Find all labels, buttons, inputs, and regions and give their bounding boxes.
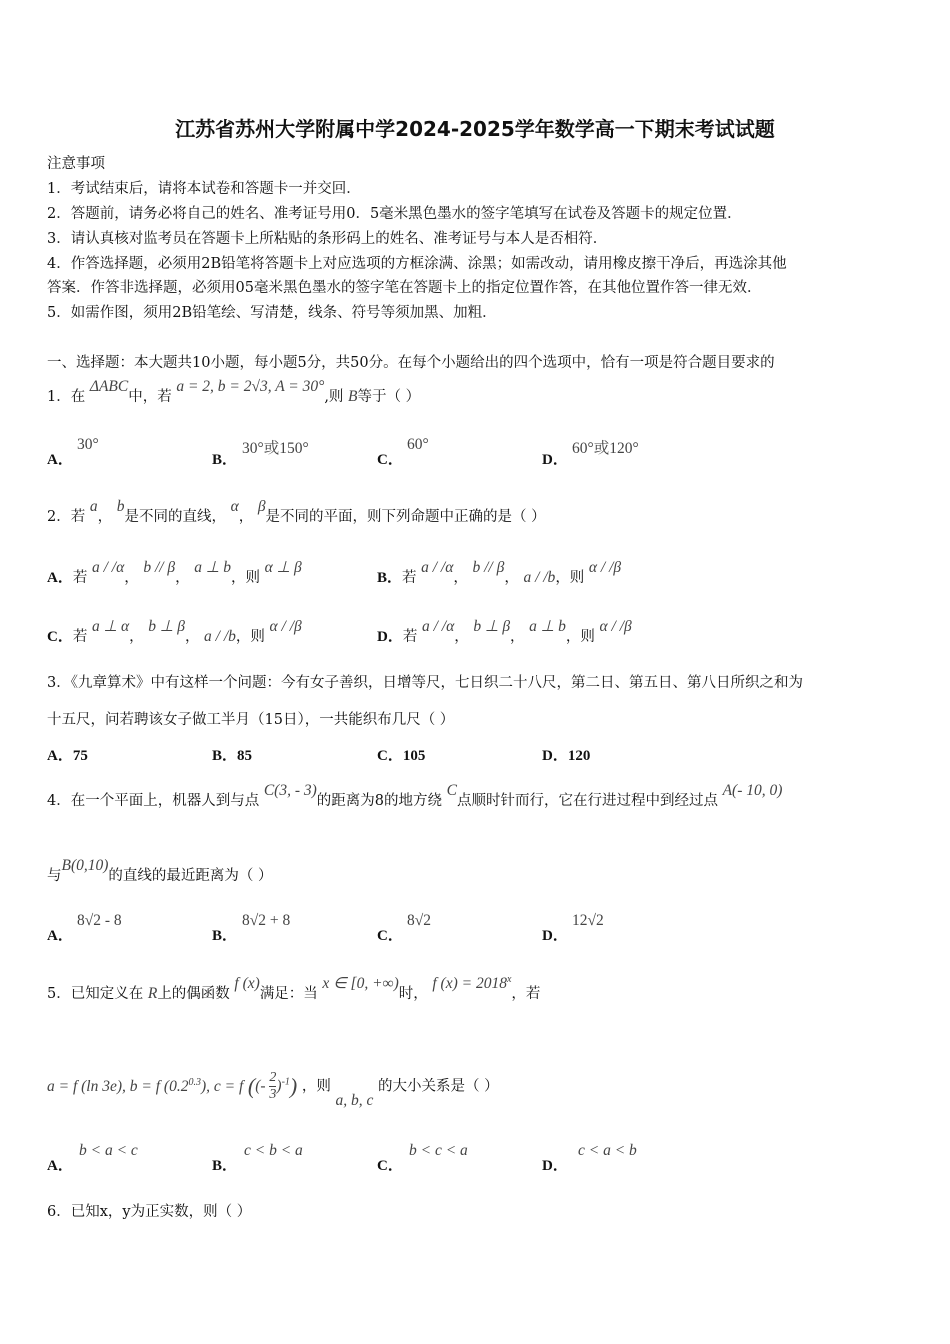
question-3-line-2: 十五尺，问若聘该女子做工半月（15日），一共能织布几尺（ ） [47, 712, 455, 728]
notice-item: 4．作答选择题，必须用2B铅笔将答题卡上对应选项的方框涂满、涂黑；如需改动，请用橡皮擦干净后，再选涂其他 [47, 256, 787, 272]
notice-item: 3．请认真核对监考员在答题卡上所粘贴的条形码上的姓名、准考证号与本人是否相符． [47, 231, 608, 247]
q1-option-d[interactable]: D． 60°或120° [542, 440, 639, 468]
notice-heading: 注意事项 [47, 156, 105, 172]
question-5-line-2: a = f (ln 3e), b = f $(0.2^{0.3})$, c = f ((- $\frac{2}{3}$ )$^{-1}$) ，则 a, b, c 的大小关系是（ ） [47, 1070, 499, 1109]
q5-option-c[interactable]: C． b < c < a [377, 1142, 468, 1174]
q1-option-b[interactable]: B． 30°或150° [212, 440, 309, 468]
q5-option-b[interactable]: B． c < b < a [212, 1142, 303, 1174]
question-1: 1．在 ΔABC中，若 a = 2, b = 2√3, A = 30°,则 B等于（ ） [47, 378, 421, 405]
q2-option-d[interactable]: D．若 a / /α， b ⊥ β， a ⊥ b，则 α / /β [377, 618, 632, 645]
q3-option-a[interactable]: A．75 [47, 748, 88, 764]
section-heading: 一、选择题：本大题共10小题，每小题5分，共50分。在每个小题给出的四个选项中，恰有一项是符合题目要求的 [47, 355, 775, 371]
question-3-line-1: 3．《九章算术》中有这样一个问题：今有女子善织，日增等尺，七日织二十八尺，第二日、第五日、第八日所织之和为 [47, 675, 803, 691]
notice-item: 答案．作答非选择题，必须用05毫米黑色墨水的签字笔在答题卡上的指定位置作答，在其他位置作答一律无效． [47, 280, 762, 296]
notice-item: 1．考试结束后，请将本试卷和答题卡一并交回． [47, 181, 361, 197]
notice-item: 2．答题前，请务必将自己的姓名、准考证号用0．5毫米黑色墨水的签字笔填写在试卷及答题卡的规定位置． [47, 206, 742, 222]
q4-option-d[interactable]: D． 12√2 [542, 912, 604, 944]
q2-option-c[interactable]: C．若 a ⊥ α， b ⊥ β， a / /b，则 α / /β [47, 618, 302, 645]
question-4-line-1: 4．在一个平面上，机器人到与点 C(3, - 3)的距离为8的地方绕 C点顺时针而行，它在行进过程中到经过点 A(- 10, 0) [47, 782, 783, 809]
q4-option-c[interactable]: C． 8√2 [377, 912, 432, 944]
q3-option-c[interactable]: C．105 [377, 748, 426, 764]
q5-option-d[interactable]: D． c < a < b [542, 1142, 637, 1174]
page-title: 江苏省苏州大学附属中学2024-2025学年数学高一下期末考试试题 [175, 117, 775, 141]
q3-option-b[interactable]: B．85 [212, 748, 253, 764]
q1-option-c[interactable]: C． 60° [377, 436, 429, 468]
q3-option-d[interactable]: D．120 [542, 748, 591, 764]
q5-option-a[interactable]: A． b < a < c [47, 1142, 138, 1174]
notice-item: 5．如需作图，须用2B铅笔绘、写清楚，线条、符号等须加黑、加粗． [47, 305, 497, 321]
q1-option-a[interactable]: A． 30° [47, 436, 99, 468]
question-5-line-1: 5．已知定义在 R上的偶函数 f (x)满足：当 x ∈ [0, +∞)时， f $(x) = 2018^x$，若 [47, 973, 541, 1002]
question-6: 6．已知x，y为正实数，则（ ） [47, 1204, 252, 1220]
question-2: 2．若 a， b是不同的直线， α， β是不同的平面，则下列命题中正确的是（ ） [47, 498, 546, 525]
q4-option-b[interactable]: B． 8√2 + 8 [212, 912, 291, 944]
q2-option-b[interactable]: B．若 a / /α， b // β， a / /b，则 α / /β [377, 559, 622, 586]
q4-option-a[interactable]: A． 8√2 - 8 [47, 912, 122, 944]
question-4-line-2: 与B(0,10)的直线的最近距离为（ ） [47, 857, 273, 884]
q2-option-a[interactable]: A．若 a / /α， b // β， a ⊥ b，则 α ⊥ β [47, 559, 302, 586]
